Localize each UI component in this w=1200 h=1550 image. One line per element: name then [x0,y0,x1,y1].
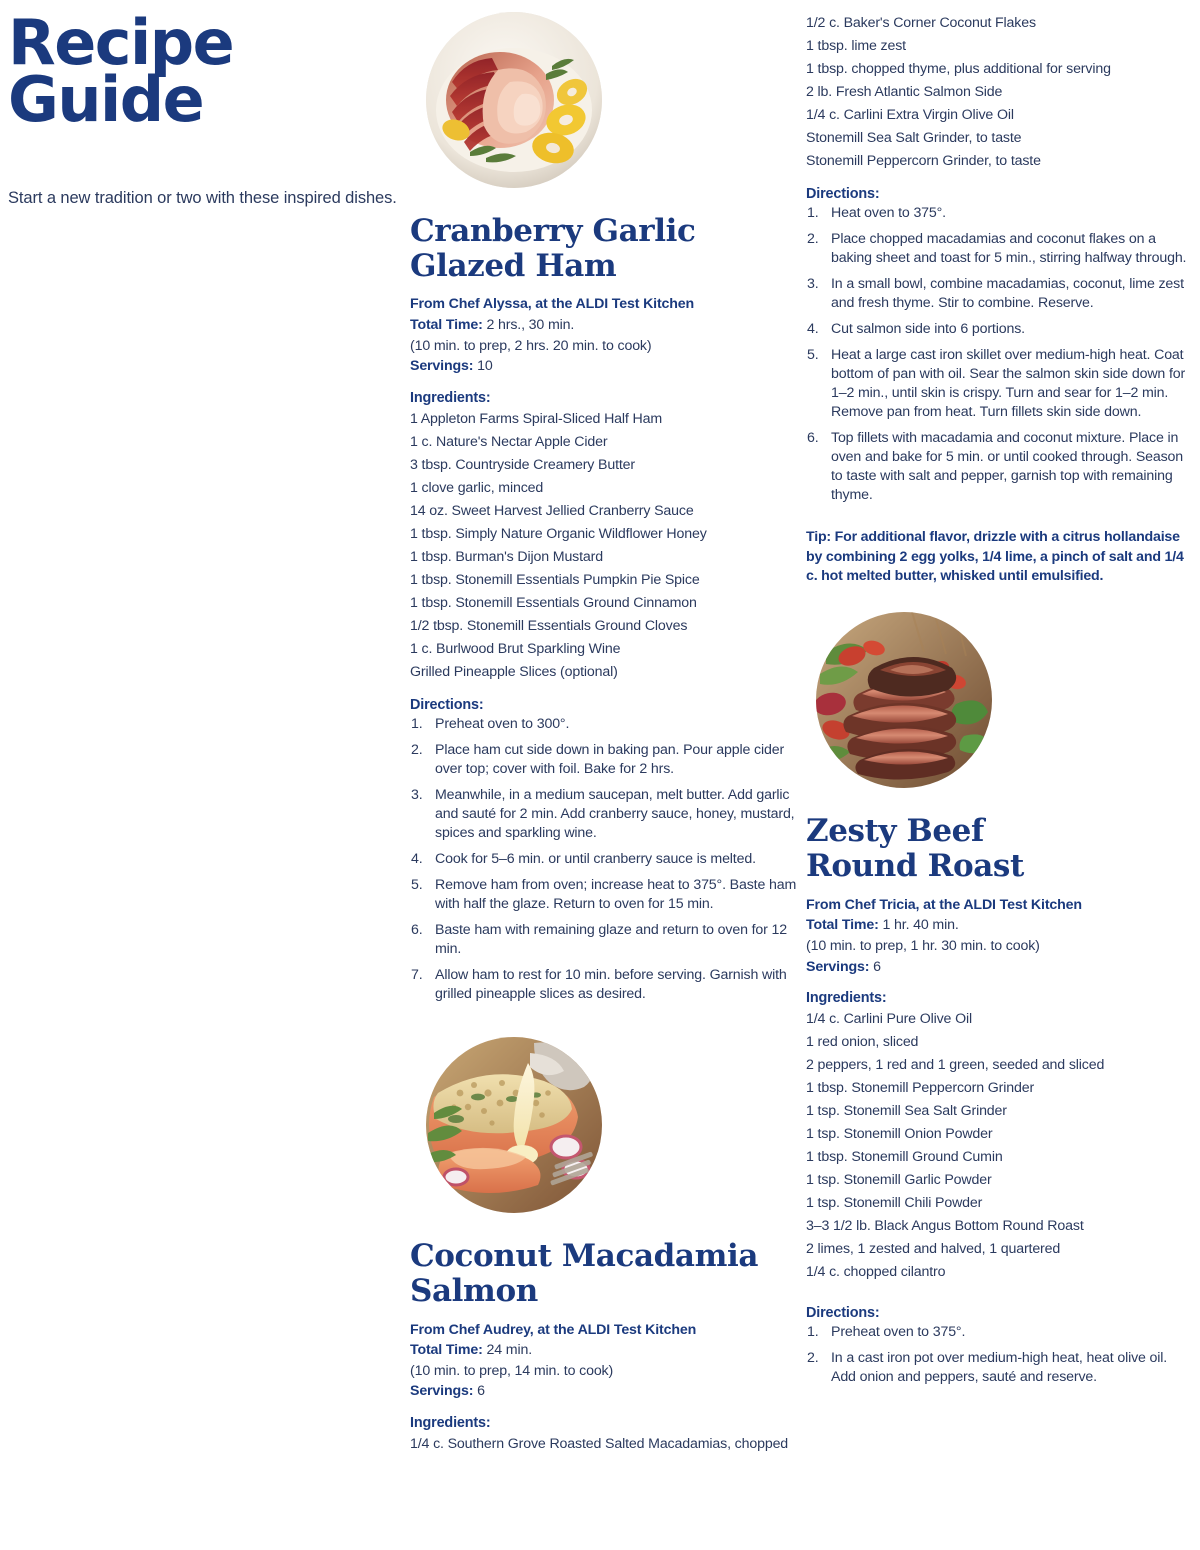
ingredients-heading: Ingredients: [410,389,491,406]
masthead [8,0,398,210]
total-time-label: Total Time: [410,317,483,334]
recipe-cranberry-garlic-glazed-ham [410,214,800,1004]
direction-step: Allow ham to rest for 10 min. before serving. Garnish with grilled pineapple slices as desired. [435,967,787,1003]
direction-step: Cut salmon side into 6 portions. [831,321,1025,338]
recipe-chef-credit: From Chef Alyssa, at the ALDI Test Kitchen [410,296,695,313]
ingredient-item: 1/2 c. Baker's Corner Coconut Flakes [806,15,1036,31]
ingredients-list [410,408,800,684]
direction-step: Heat oven to 375°. [831,205,946,221]
ingredients-list-part2 [806,0,1192,173]
direction-step: Baste ham with remaining glaze and return to oven for 12 min. [435,922,788,958]
recipe-servings [410,1381,800,1402]
ingredient-item: Stonemill Peppercorn Grinder, to taste [806,153,1041,169]
servings-label: Servings: [806,958,870,975]
ingredient-item: 1 tbsp. chopped thyme, plus additional for serving [806,61,1111,77]
direction-step: Place chopped macadamias and coconut flakes on a baking sheet and toast for 5 min., stirring halfway through. [831,231,1187,267]
ingredient-item: 1 tbsp. Stonemill Essentials Pumpkin Pie Spice [410,571,700,588]
direction-step: Meanwhile, in a medium saucepan, melt butter. Add garlic and sauté for 2 min. Add cranberry sauce, honey, mustard, spices and sparkling wine. [435,786,795,841]
ingredient-item: 1 tbsp. lime zest [806,38,906,54]
ingredient-item: 3–3 1/2 lb. Black Angus Bottom Round Roast [806,1218,1084,1235]
servings-value: 6 [477,1383,485,1400]
recipe-zesty-beef-round-roast [806,814,1192,1387]
ingredient-item: 1/4 c. chopped cilantro [806,1264,946,1281]
ingredient-item: 1 tsp. Stonemill Garlic Powder [806,1172,992,1189]
ingredient-item: 1/4 c. Southern Grove Roasted Salted Macadamias, chopped [410,1436,789,1453]
direction-step: Remove ham from oven; increase heat to 375°. Baste ham with half the glaze. Return to oven for 15 min. [435,877,797,913]
servings-value: 6 [873,958,881,975]
ingredient-item: 1 tbsp. Simply Nature Organic Wildflower Honey [410,525,707,542]
servings-label: Servings: [410,358,474,375]
servings-value: 10 [477,358,493,375]
ingredient-item: 1 tbsp. Stonemill Essentials Ground Cinnamon [410,594,697,611]
recipe-title [410,1239,800,1308]
recipe-title-line2: Glazed Ham [410,247,617,284]
total-time-value: 1 hr. 40 min. [882,917,959,934]
ingredient-item: 1 tbsp. Stonemill Ground Cumin [806,1149,1003,1166]
ingredient-item: 2 peppers, 1 red and 1 green, seeded and sliced [806,1057,1105,1074]
direction-step: Place ham cut side down in baking pan. Pour apple cider over top; cover with foil. Bake for 2 hrs. [435,741,785,777]
recipe-chef-credit: From Chef Audrey, at the ALDI Test Kitchen [410,1321,697,1338]
direction-step: Top fillets with macadamia and coconut mixture. Place in oven and bake for 5 min. or until cooked through. Season to taste with salt and pepper, garnish top with remaining thyme. [831,430,1184,504]
ingredient-item: 1 tsp. Stonemill Sea Salt Grinder [806,1103,1007,1120]
direction-step: Preheat oven to 300°. [435,715,570,732]
recipe-time-detail: (10 min. to prep, 14 min. to cook) [410,1362,614,1379]
ingredient-item: 1 c. Burlwood Brut Sparkling Wine [410,640,621,657]
directions-list [806,1323,1192,1387]
direction-step: Heat a large cast iron skillet over medium-high heat. Coat bottom of pan with oil. Sear the salmon skin side down for 1–2 min., until skin is crispy. Turn and sear for 1–2 min. Remove pan from heat. Turn fillets skin side down. [831,347,1186,421]
recipe-title-line1: Coconut Macadamia [410,1238,759,1275]
ingredient-item: 2 lb. Fresh Atlantic Salmon Side [806,84,1003,100]
recipe-chef-credit: From Chef Tricia, at the ALDI Test Kitchen [806,896,1082,913]
zesty-beef-round-roast-photo [816,612,992,788]
direction-step: In a small bowl, combine macadamias, coconut, lime zest and fresh thyme. Stir to combine. Reserve. [831,276,1184,312]
right-column [806,0,1192,1394]
ingredient-item: 1 tbsp. Burman's Dijon Mustard [410,548,603,565]
total-time-value: 2 hrs., 30 min. [486,317,575,334]
recipe-tip: Tip: For additional flavor, drizzle with a citrus hollandaise by combining 2 egg yolks, 1/4 lime, a pinch of salt and 1/4 c. hot melted butter, whisked until emulsified. [806,529,1184,585]
ingredient-item: 14 oz. Sweet Harvest Jellied Cranberry Sauce [410,502,694,519]
ingredient-item: 1 Appleton Farms Spiral-Sliced Half Ham [410,410,662,427]
ingredient-item: Stonemill Sea Salt Grinder, to taste [806,130,1022,146]
recipe-coconut-macadamia-salmon [410,1239,800,1456]
ingredient-item: 1 c. Nature's Nectar Apple Cider [410,433,608,450]
ingredient-item: 1 tsp. Stonemill Onion Powder [806,1126,993,1143]
recipe-total-time [410,315,800,336]
directions-heading: Directions: [806,186,880,202]
ingredients-list-part1 [410,1433,800,1456]
ingredient-item: Grilled Pineapple Slices (optional) [410,663,618,680]
recipe-time-detail: (10 min. to prep, 2 hrs. 20 min. to cook) [410,337,652,354]
directions-heading: Directions: [806,1305,880,1322]
recipe-title-line1: Cranberry Garlic [410,213,696,249]
direction-step: In a cast iron pot over medium-high heat, heat olive oil. Add onion and peppers, sauté and reserve. [831,1350,1168,1386]
directions-list [410,715,800,1004]
ingredients-list [806,1008,1192,1284]
total-time-label: Total Time: [410,1342,483,1359]
recipe-title-line1: Zesty Beef [806,813,984,850]
middle-column [410,0,800,1456]
recipe-servings [410,356,800,377]
direction-step: Cook for 5–6 min. or until cranberry sauce is melted. [435,851,756,867]
recipe-total-time [410,1340,800,1361]
page-title-line1: Recipe [8,6,234,79]
recipe-time-detail: (10 min. to prep, 1 hr. 30 min. to cook) [806,938,1040,954]
recipe-title-line2: Salmon [410,1272,538,1309]
page-title [8,6,398,137]
recipe-servings [806,957,1192,978]
ingredient-item: 1 clove garlic, minced [410,479,544,496]
left-column [8,0,398,210]
ingredient-item: 1 tbsp. Stonemill Peppercorn Grinder [806,1080,1035,1097]
page-subtitle: Start a new tradition or two with these inspired dishes. [8,189,397,208]
coconut-macadamia-salmon-photo [426,1037,602,1213]
recipe-title-line2: Round Roast [806,848,1024,885]
total-time-value: 24 min. [486,1342,532,1359]
recipe-title [410,214,800,283]
direction-step: Preheat oven to 375°. [831,1324,966,1341]
recipe-title [806,814,1192,883]
glazed-ham-photo [426,12,602,188]
ingredient-item: 1 red onion, sliced [806,1034,919,1051]
servings-label: Servings: [410,1383,474,1400]
ingredient-item: 1/4 c. Carlini Pure Olive Oil [806,1011,972,1028]
ingredients-heading: Ingredients: [410,1415,491,1432]
page-title-line2: Guide [8,63,204,137]
recipe-total-time [806,915,1192,936]
ingredients-heading: Ingredients: [806,990,887,1007]
ingredient-item: 1/4 c. Carlini Extra Virgin Olive Oil [806,107,1014,123]
directions-list [806,204,1192,505]
ingredient-item: 2 limes, 1 zested and halved, 1 quartered [806,1241,1061,1258]
ingredient-item: 3 tbsp. Countryside Creamery Butter [410,456,635,473]
total-time-label: Total Time: [806,917,879,934]
directions-heading: Directions: [410,696,484,713]
ingredient-item: 1 tsp. Stonemill Chili Powder [806,1195,983,1212]
ingredient-item: 1/2 tbsp. Stonemill Essentials Ground Cloves [410,617,688,634]
